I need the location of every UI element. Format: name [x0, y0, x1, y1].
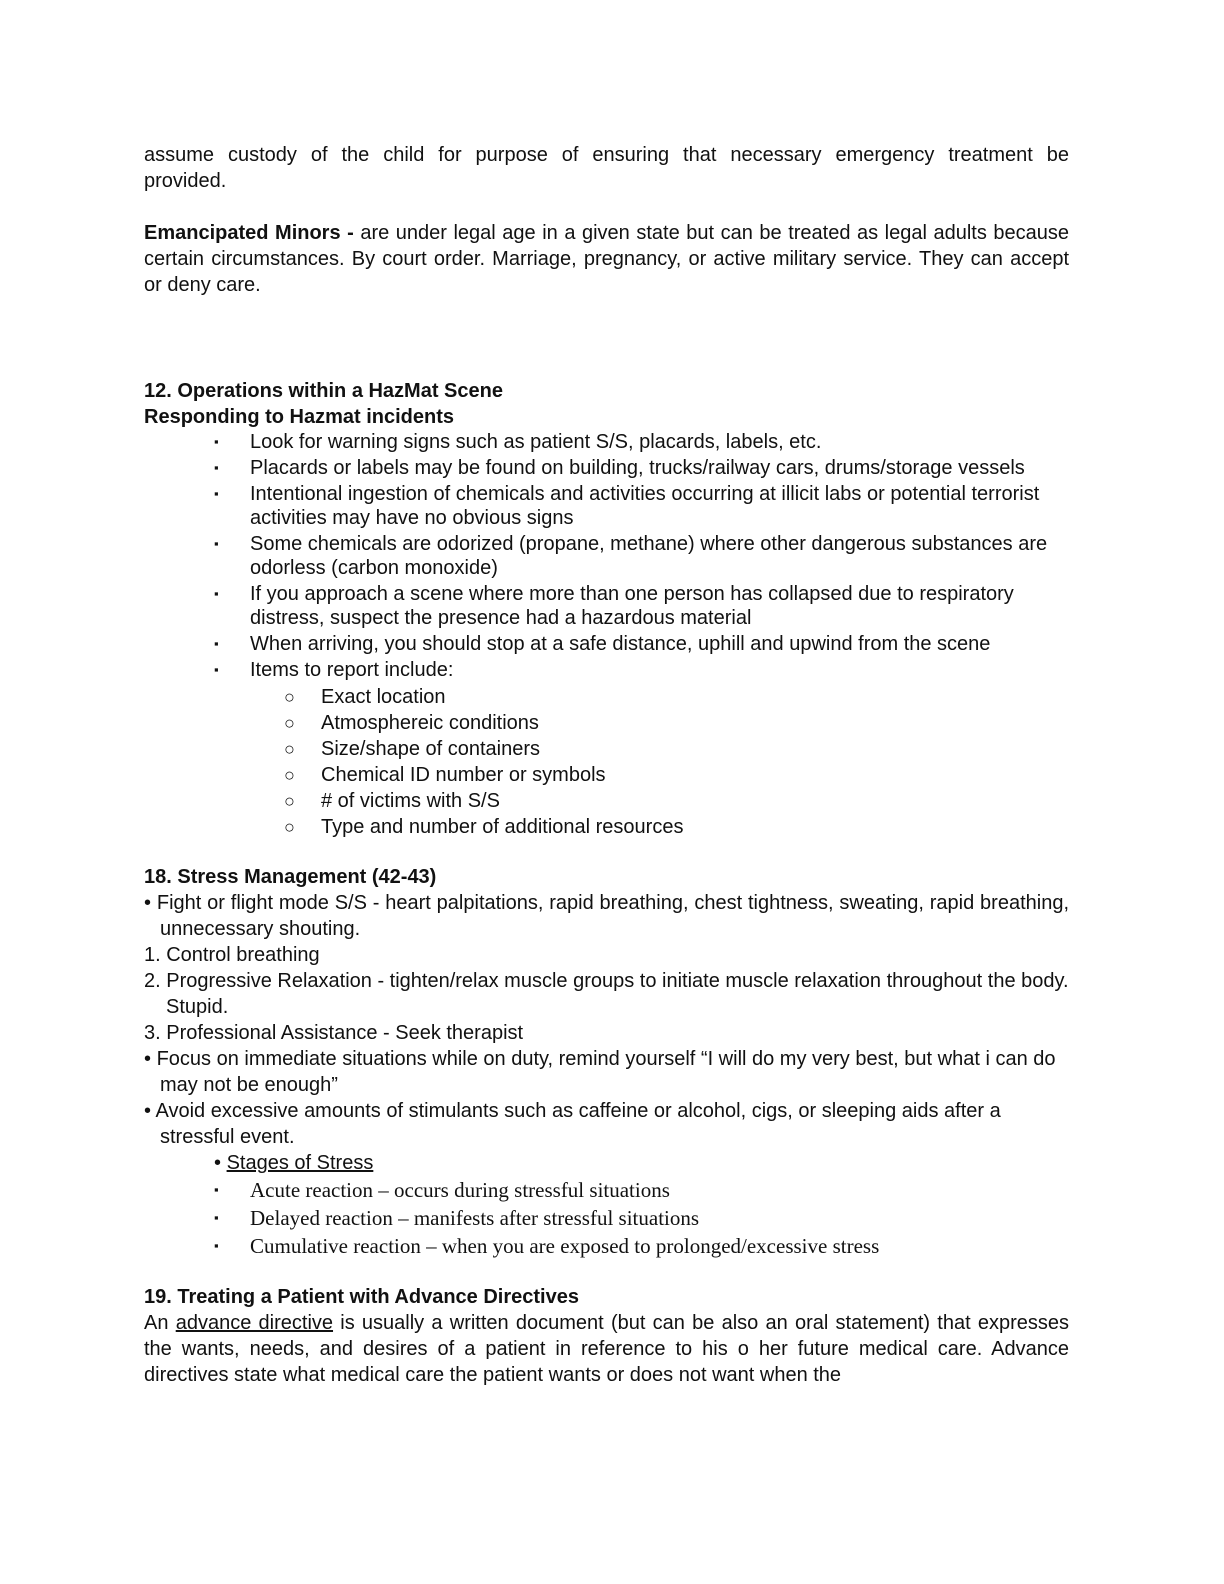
circle-bullet-icon: ○ — [284, 713, 295, 733]
list-item: ▪ Intentional ingestion of chemicals and activities occurring at illicit labs or potential terrorist activities may have no obvious signs — [214, 483, 1040, 529]
square-bullet-icon: ▪ — [214, 1182, 219, 1197]
emancipated-minors-term: Emancipated Minors - — [144, 222, 354, 244]
report-items-list — [144, 684, 1069, 840]
square-bullet-icon: ▪ — [214, 662, 219, 677]
list-item: ○ Size/shape of containers — [284, 738, 541, 760]
hazmat-subheading: Responding to Hazmat incidents — [144, 406, 455, 428]
list-item: ○ Atmosphereic conditions — [284, 712, 539, 734]
square-bullet-icon: ▪ — [214, 586, 219, 601]
circle-bullet-icon: ○ — [284, 765, 295, 785]
circle-bullet-icon: ○ — [284, 687, 295, 707]
square-bullet-icon: ▪ — [214, 636, 219, 651]
advance-directives-paragraph: An advance directive is usually a written document (but can be also an oral statement) that expresses the wants, needs, and desires of a patient in reference to his o her future medical care. Advance directives state what medical care the patient wants or does not want when the — [144, 1312, 1069, 1386]
circle-bullet-icon: ○ — [284, 791, 295, 811]
list-item: 3. Professional Assistance - Seek therapist — [144, 1022, 524, 1044]
list-item: ▪ Cumulative reaction – when you are exposed to prolonged/excessive stress — [214, 1234, 880, 1258]
bullet-icon: • — [144, 1048, 152, 1070]
list-item: • Avoid excessive amounts of stimulants such as caffeine or alcohol, cigs, or sleeping aids after a stressful event. — [144, 1100, 1001, 1148]
intro-line-2: provided. — [144, 170, 227, 192]
list-item: ▪ Items to report include: — [214, 659, 454, 681]
list-item: ▪ Acute reaction – occurs during stressful situations — [214, 1178, 670, 1202]
bullet-icon: • — [144, 1100, 152, 1122]
advance-directives-heading: 19. Treating a Patient with Advance Directives — [144, 1286, 579, 1308]
list-item: ▪ Placards or labels may be found on building, trucks/railway cars, drums/storage vessels — [214, 457, 1025, 479]
list-item: ○ Exact location — [284, 686, 446, 708]
list-item: • Fight or flight mode S/S - heart palpitations, rapid breathing, chest tightness, sweating, rapid breathing, unnecessary shouting. — [144, 892, 1070, 940]
bullet-icon: • — [214, 1152, 222, 1174]
list-item: ○ Type and number of additional resources — [284, 816, 684, 838]
hazmat-heading: 12. Operations within a HazMat Scene — [144, 380, 503, 402]
list-item: ▪ Some chemicals are odorized (propane, methane) where other dangerous substances are odorless (carbon monoxide) — [214, 533, 1048, 579]
square-bullet-icon: ▪ — [214, 536, 219, 551]
square-bullet-icon: ▪ — [214, 486, 219, 501]
stress-list — [144, 890, 1069, 1176]
bullet-icon: • — [144, 892, 152, 914]
emancipated-minors-text: are under legal age in a given state but can be treated as legal adults because certain circumstances. By court order. Marriage, pregnancy, or active military service. They can accept or deny care. — [144, 222, 1070, 296]
square-bullet-icon: ▪ — [214, 1210, 219, 1225]
circle-bullet-icon: ○ — [284, 817, 295, 837]
emancipated-minors-paragraph — [144, 220, 1069, 298]
list-item: ▪ When arriving, you should stop at a safe distance, uphill and upwind from the scene — [214, 633, 991, 655]
stress-stages-list — [144, 1176, 1069, 1260]
list-item: 1. Control breathing — [144, 944, 320, 966]
list-item: ○ Chemical ID number or symbols — [284, 764, 606, 786]
list-item: • Focus on immediate situations while on duty, remind yourself “I will do my very best, but what i can do may not be enough” — [144, 1048, 1056, 1096]
page-content — [144, 142, 1069, 1388]
list-item: ▪ Delayed reaction – manifests after stressful situations — [214, 1206, 700, 1230]
list-item: ▪ If you approach a scene where more than one person has collapsed due to respiratory distress, suspect the presence had a hazardous material — [214, 583, 1014, 629]
intro-line-1: assume custody of the child for purpose of ensuring that necessary emergency treatment be — [144, 144, 1069, 166]
advance-directive-term: advance directive — [175, 1312, 334, 1334]
square-bullet-icon: ▪ — [214, 434, 219, 449]
circle-bullet-icon: ○ — [284, 739, 295, 759]
list-item: ▪ Look for warning signs such as patient S/S, placards, labels, etc. — [214, 431, 822, 453]
hazmat-bullet-list — [144, 430, 1069, 682]
square-bullet-icon: ▪ — [214, 460, 219, 475]
square-bullet-icon: ▪ — [214, 1238, 219, 1253]
stress-heading: 18. Stress Management (42-43) — [144, 866, 437, 888]
stages-of-stress-label: • Stages of Stress — [214, 1152, 374, 1174]
list-item: ○ # of victims with S/S — [284, 790, 500, 812]
list-item: 2. Progressive Relaxation - tighten/relax muscle groups to initiate muscle relaxation throughout the body. Stupid. — [144, 970, 1069, 1018]
